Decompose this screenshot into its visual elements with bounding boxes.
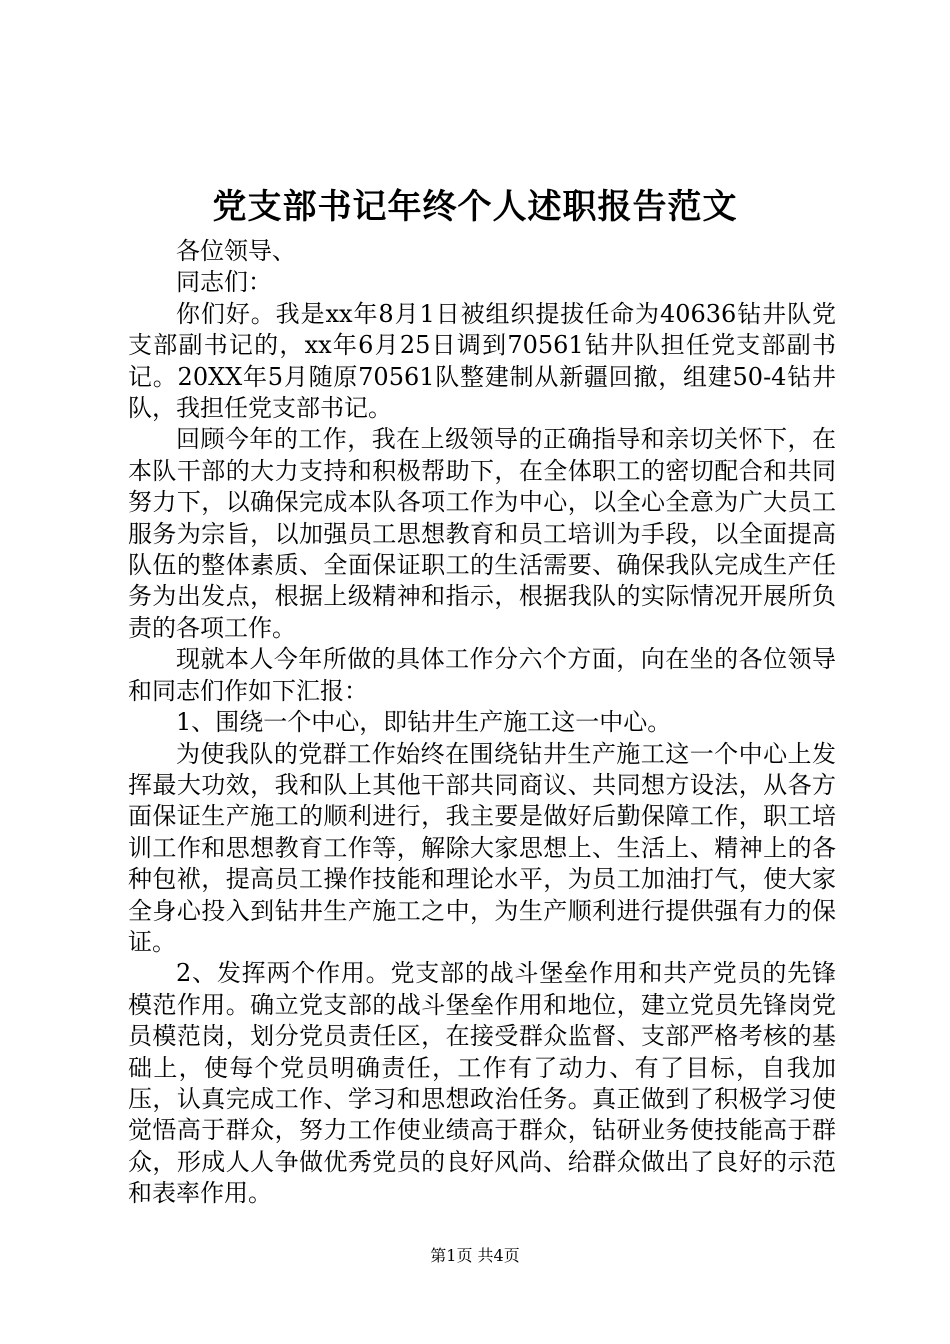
- section-heading-1: 1、围绕一个中心，即钻井生产施工这一中心。: [176, 708, 672, 737]
- document-title: 党支部书记年终个人述职报告范文: [212, 187, 738, 227]
- salutation-comrades: 同志们：: [176, 268, 272, 297]
- paragraph-section-2: 2、发挥两个作用。党支部的战斗堡垒作用和共产党员的先锋模范作用。确立党支部的战斗堡垒作用和地位，建立党员先锋岗党员模范岗，划分党员责任区，在接受群众监督、支部严格考核的基础上，使每个党员明确责任，工作有了动力、有了目标，自我加压，认真完成工作、学习和思想政治任务。真正做到了积极学习使觉悟高于群众，努力工作使业绩高于群众，钻研业务使技能高于群众，形成人人争做优秀党员的良好风尚、给群众做出了良好的示范和表率作用。: [128, 959, 836, 1208]
- paragraph-section-1: 为使我队的党群工作始终在围绕钻井生产施工这一个中心上发挥最大功效，我和队上其他干部共同商议、共同想方设法，从各方面保证生产施工的顺利进行，我主要是做好后勤保障工作，职工培训工作和思想教育工作等，解除大家思想上、生活上、精神上的各种包袱，提高员工操作技能和理论水平，为员工加油打气，使大家全身心投入到钻井生产施工之中，为生产顺利进行提供强有力的保证。: [128, 739, 836, 956]
- document-body: [128, 236, 836, 1210]
- page-number: 第1页 共4页: [430, 1246, 520, 1265]
- salutation-leaders: 各位领导、: [176, 237, 296, 265]
- paragraph-report-intro: 现就本人今年所做的具体工作分六个方面，向在坐的各位领导和同志们作如下汇报：: [128, 645, 836, 705]
- paragraph-review: 回顾今年的工作，我在上级领导的正确指导和亲切关怀下，在本队干部的大力支持和积极帮助下，在全体职工的密切配合和共同努力下，以确保完成本队各项工作为中心，以全心全意为广大员工服务为宗旨，以加强员工思想教育和员工培训为手段，以全面提高队伍的整体素质、全面保证职工的生活需要、确保我队完成生产任务为出发点，根据上级精神和指示，根据我队的实际情况开展所负责的各项工作。: [128, 425, 836, 642]
- paragraph-introduction: 你们好。我是xx年8月1日被组织提拔任命为40636钻井队党支部副书记的，xx年6月25日调到70561钻井队担任党支部副书记。20XX年5月随原70561队整建制从新疆回撤，组建50-4钻井队，我担任党支部书记。: [128, 299, 836, 423]
